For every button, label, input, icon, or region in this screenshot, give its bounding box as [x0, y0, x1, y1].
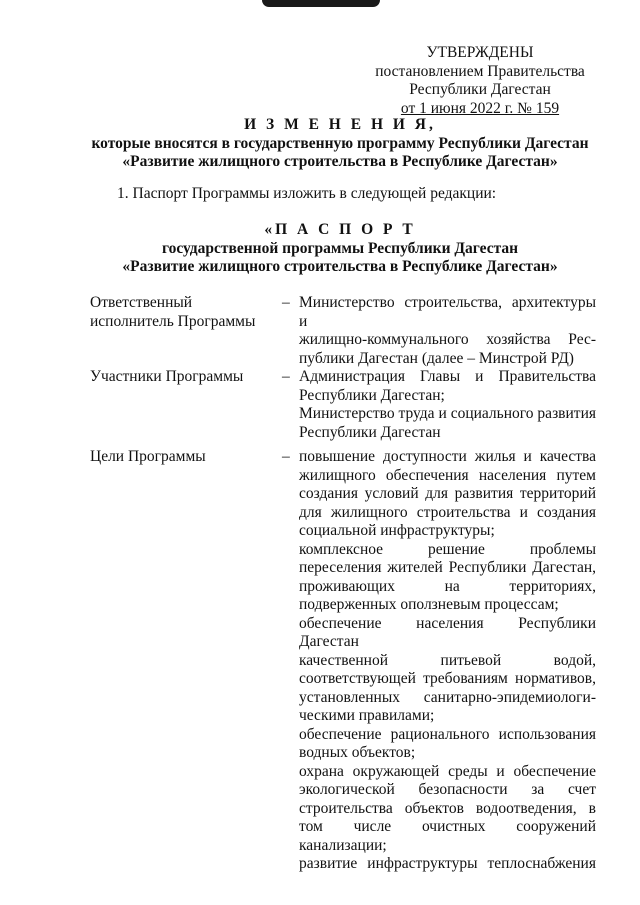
row-content-line: строительства объектов водоотведения, в: [299, 799, 596, 817]
row-content-line: Администрация Главы и Правительства: [299, 368, 596, 385]
row-content-line: Министерство строительства, архитектуры и: [299, 294, 596, 330]
row-content-line: обеспечение рационального использования: [299, 725, 596, 743]
passport-subtitle-2: «Развитие жилищного строительства в Республике Дагестан»: [122, 258, 558, 275]
row-content-line: водных объектов;: [299, 744, 416, 761]
row-content-line: соответствующей требованиям нормативов,: [299, 670, 596, 687]
row-content-line: установленных санитарно-эпидемиологи-: [299, 688, 596, 706]
approval-date: от 1 июня 2022 г. № 159: [400, 99, 560, 117]
row-content-line: обеспечение населения Республики Дагестан: [299, 614, 596, 650]
changes-subtitle-2: «Развитие жилищного строительства в Республике Дагестан»: [122, 153, 558, 170]
row-content: [299, 294, 596, 368]
row-dash: –: [282, 448, 290, 465]
changes-subtitle-1: которые вносятся в государственную программу Республики Дагестан: [91, 134, 589, 152]
row-content-line: переселения жителей Республики Дагестан,: [299, 559, 596, 576]
row-content-line: для жилищного строительства и создания: [299, 503, 596, 521]
row-content: [299, 368, 596, 442]
row-content-line: развитие инфраструктуры теплоснабжения: [299, 855, 596, 872]
approval-line-3: Республики Дагестан: [409, 81, 551, 98]
row-content-line: социальной инфраструктуры;: [299, 522, 495, 539]
row-label-line: Цели Программы: [90, 448, 206, 465]
row-content-line: канализации;: [299, 836, 387, 854]
row-content-line: качественной питьевой водой,: [299, 651, 596, 669]
row-content-line: экологической безопасности за счет: [299, 781, 596, 798]
row-dash: –: [282, 368, 290, 385]
row-content-line: публики Дагестан (далее – Минстрой РД): [299, 349, 574, 367]
approval-line-2: постановлением Правительства: [375, 62, 585, 80]
row-dash: –: [282, 294, 290, 311]
row-content-line: комплексное решение проблемы: [299, 540, 596, 558]
row-content-line: Республики Дагестан: [299, 423, 441, 441]
row-content-line: охрана окружающей среды и обеспечение: [299, 762, 596, 780]
row-content-line: жилищного обеспечения населения путем: [299, 466, 596, 484]
row-content-line: Министерство труда и социального развития: [299, 405, 596, 422]
row-content-line: ческими правилами;: [299, 707, 435, 724]
passport-title: «П А С П О Р Т: [264, 221, 416, 238]
row-content-line: создания условий для развития территорий: [299, 485, 596, 502]
row-content-line: проживающих на территориях,: [299, 577, 596, 595]
row-content-line: повышение доступности жилья и качества: [299, 448, 596, 465]
row-content: [299, 448, 596, 874]
row-content-line: подверженных оползневым процессам;: [299, 596, 559, 613]
seal-mark: [262, 0, 380, 7]
passport-heading: [0, 221, 640, 277]
approval-line-1: УТВЕРЖДЕНЫ: [426, 44, 534, 61]
row-label-line: Участники Программы: [90, 368, 244, 385]
row-label-line: Ответственный: [90, 294, 193, 311]
row-label-line: исполнитель Программы: [90, 312, 256, 330]
row-content-line: Республики Дагестан;: [299, 386, 445, 404]
row-content-line: том числе очистных сооружений: [299, 818, 596, 835]
row-label: [90, 448, 270, 467]
row-label: [90, 368, 270, 387]
row-label: [90, 294, 270, 331]
row-content-line: жилищно-коммунального хозяйства Рес-: [299, 331, 596, 348]
passport-subtitle-1: государственной программы Республики Дагестан: [161, 239, 519, 257]
changes-title: И З М Е Н Е Н И Я,: [244, 116, 436, 133]
approval-stamp: [370, 44, 590, 118]
changes-heading: [0, 116, 640, 172]
item-1-text: 1. Паспорт Программы изложить в следующей редакции:: [117, 185, 497, 202]
